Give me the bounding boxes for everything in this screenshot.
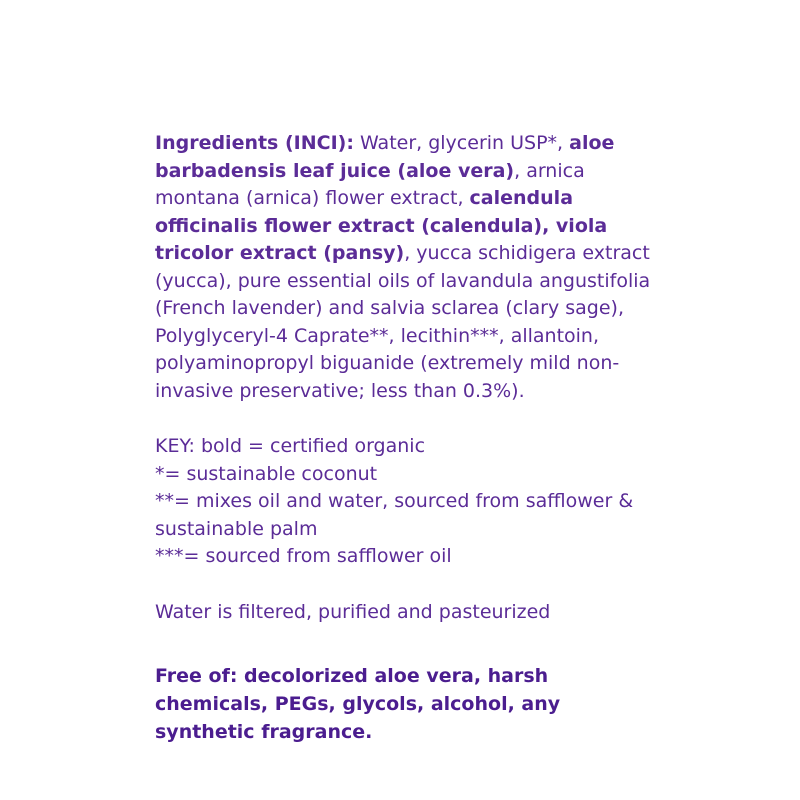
ingredients-text-1: Water, glycerin USP*, xyxy=(353,132,570,154)
key-item: *= sustainable coconut xyxy=(155,462,378,485)
key-item: ***= sourced from safflower oil xyxy=(155,545,452,567)
free-of-statement: Free of: decolorized aloe vera, harsh chemicals, PEGs, glycols, alcohol, any synthetic fragrance. xyxy=(155,665,561,743)
key-section xyxy=(155,433,655,571)
ingredients-panel xyxy=(155,130,655,746)
ingredients-organic-1: aloe barbadensis leaf juice (aloe vera) xyxy=(155,132,615,182)
key-item: **= mixes oil and water, sourced from safflower & sustainable palm xyxy=(155,490,634,540)
water-note: Water is filtered, purified and pasteurized xyxy=(155,600,551,623)
ingredients-text-2: , arnica montana (arnica) flower extract, xyxy=(155,159,585,209)
ingredients-paragraph xyxy=(155,130,655,405)
ingredients-text-3: , yucca schidigera extract (yucca), pure essential oils of lavandula angustifolia (French lavender) and salvia sclarea (clary sage), Polyglyceryl-4 Caprate**, lecithin***, allantoin, polyaminopropyl biguanide (extremely mild non-invasive preservative; less than 0.3%). xyxy=(155,242,651,402)
ingredients-label: Ingredients (INCI): xyxy=(155,132,354,154)
key-heading: KEY: bold = certified organic xyxy=(155,435,426,457)
ingredients-organic-2: calendula officinalis flower extract (calendula), viola tricolor extract (pansy) xyxy=(155,187,608,264)
